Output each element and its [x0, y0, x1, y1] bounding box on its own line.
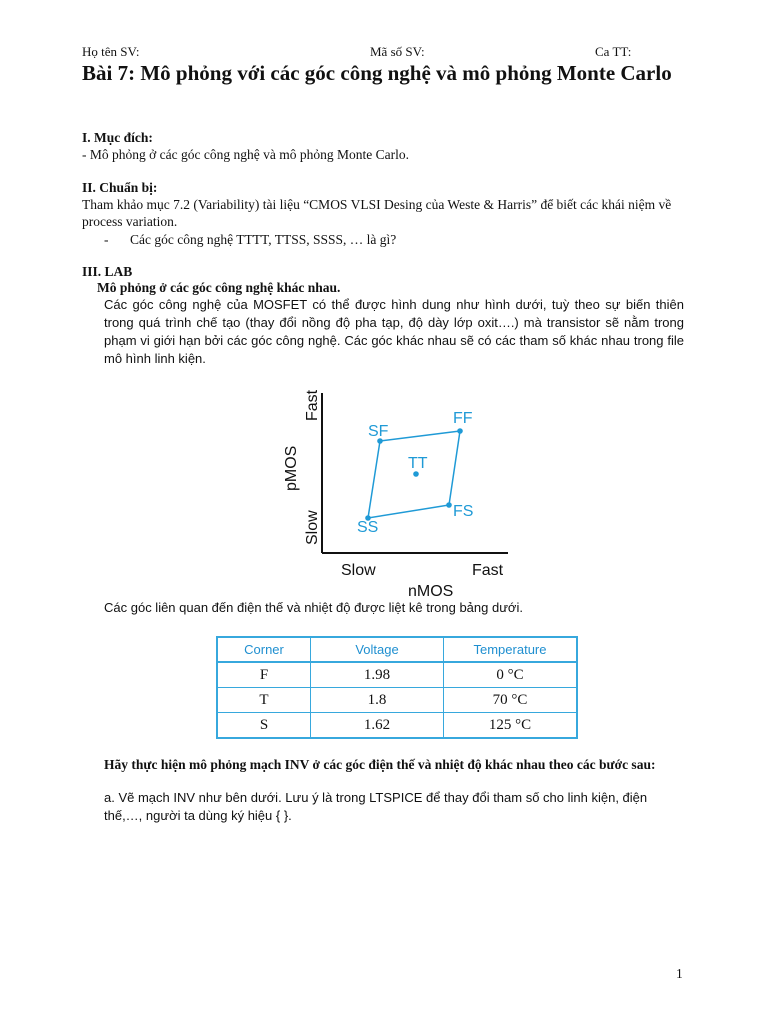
fs-label: FS [453, 503, 474, 520]
x-axis-fast-label: Fast [472, 562, 504, 579]
section-preparation-heading: II. Chuẩn bị: [82, 180, 158, 195]
student-id-label: Mã số SV: [370, 44, 425, 59]
lab-shift-label: Ca TT: [595, 44, 632, 59]
voltage-cell: 1.98 [311, 662, 444, 688]
page-title: Bài 7: Mô phỏng với các góc công nghệ và mô phỏng Monte Carlo [82, 61, 672, 85]
ff-point [457, 428, 463, 434]
task-step-a: a. Vẽ mạch INV như bên dưới. Lưu ý là trong LTSPICE để thay đổi tham số cho linh kiện, điện thế,…, người ta dùng ký hiệu { }. [104, 790, 648, 823]
x-axis-slow-label: Slow [341, 562, 376, 579]
y-axis-fast-label: Fast [304, 389, 321, 421]
voltage-cell: 1.8 [311, 688, 444, 713]
temperature-cell: 0 °C [444, 662, 578, 688]
corner-cell: S [217, 713, 311, 739]
section-purpose-heading: I. Mục đích: [82, 130, 153, 145]
lab-paragraph: Các góc công nghệ của MOSFET có thể được hình dung như hình dưới, tuỳ theo sự biến thiên trong quá trình chế tạo (thay đổi nồng độ pha tạp, độ dày lớp oxit….) mà transistor sẽ nằm trong phạm vi giới hạn bởi các góc công nghệ. Các góc khác nhau sẽ có các tham số khác nhau trong file mô hình linh kiện. [104, 297, 684, 366]
task-heading: Hãy thực hiện mô phỏng mạch INV ở các góc điện thế và nhiệt độ khác nhau theo các bước sau: [104, 757, 656, 772]
header-voltage: Voltage [311, 637, 444, 662]
header-corner: Corner [217, 637, 311, 662]
student-name-label: Họ tên SV: [82, 44, 140, 59]
lab-subheading: Mô phỏng ở các góc công nghệ khác nhau. [97, 280, 341, 295]
process-corner-diagram [272, 385, 522, 603]
fs-point [446, 502, 452, 508]
ss-label: SS [357, 519, 379, 536]
sf-label: SF [368, 423, 389, 440]
corner-cell: F [217, 662, 311, 688]
tt-label: TT [408, 455, 428, 472]
section-purpose-text: - Mô phỏng ở các góc công nghệ và mô phỏng Monte Carlo. [82, 147, 409, 162]
voltage-cell: 1.62 [311, 713, 444, 739]
temperature-cell: 70 °C [444, 688, 578, 713]
header-temperature: Temperature [444, 637, 578, 662]
table-row [217, 662, 577, 688]
table-row [217, 688, 577, 713]
y-axis-slow-label: Slow [304, 510, 321, 545]
table-header-row [217, 637, 577, 662]
corner-cell: T [217, 688, 311, 713]
x-axis-title: nMOS [408, 583, 454, 600]
page-number: 1 [676, 966, 683, 981]
bullet-mark: - [104, 232, 109, 247]
table-intro: Các góc liên quan đến điện thế và nhiệt độ được liệt kê trong bảng dưới. [104, 600, 523, 615]
corner-table [216, 636, 578, 739]
ff-label: FF [453, 410, 473, 427]
y-axis-title: pMOS [283, 445, 300, 491]
section-preparation-text: Tham khảo mục 7.2 (Variability) tài liệu “CMOS VLSI Desing của Weste & Harris” để biết các khái niệm về process variation. [82, 197, 672, 229]
section-lab-heading: III. LAB [82, 264, 133, 279]
bullet-item: Các góc công nghệ TTTT, TTSS, SSSS, … là gì? [130, 232, 397, 247]
tt-point [413, 471, 419, 477]
temperature-cell: 125 °C [444, 713, 578, 739]
table-row [217, 713, 577, 739]
